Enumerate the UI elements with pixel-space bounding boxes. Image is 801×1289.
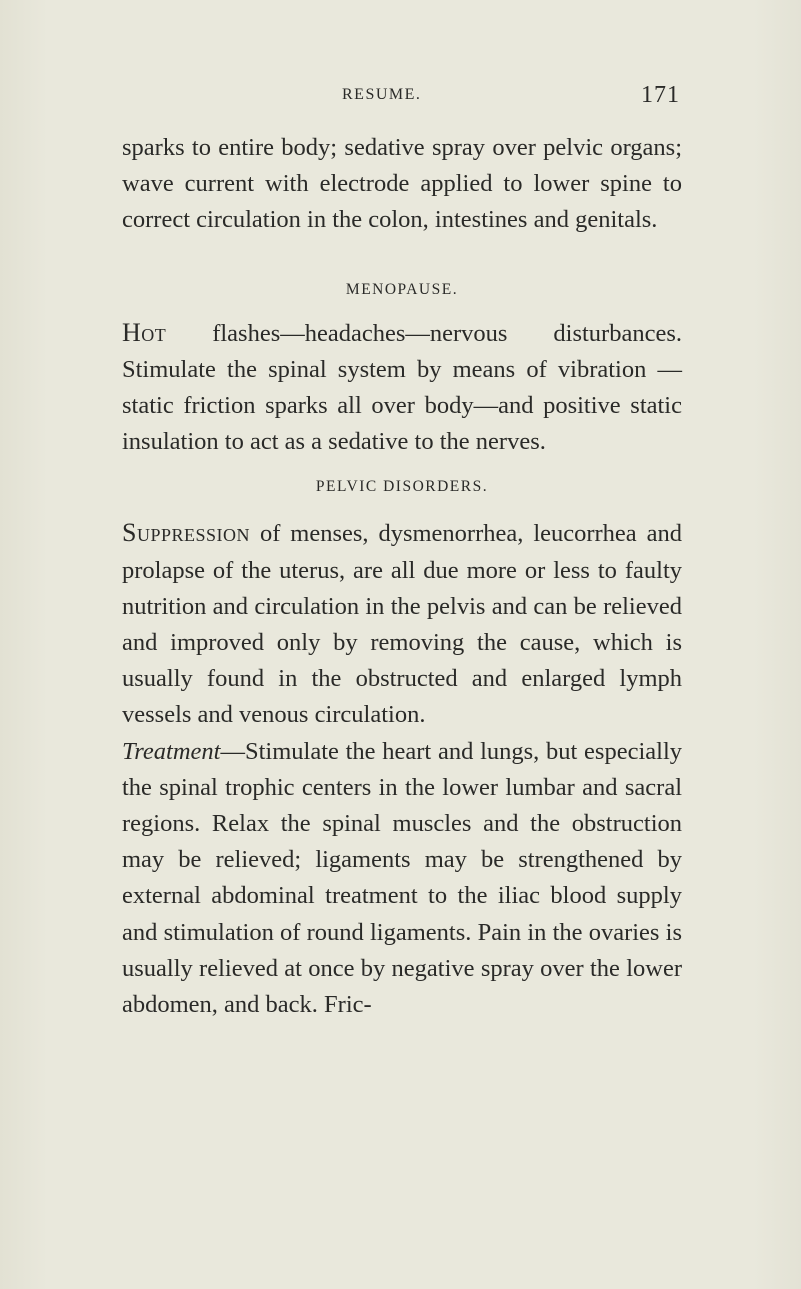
section-heading-menopause: MENOPAUSE. [345, 280, 459, 298]
paragraph-body: of menses, dysmenorrhea, leucorrhea and prolapse of the uterus, are all due more or less to faulty nutrition and circulation in the pelvis and can be relieved and improved only by removing the cause, which is usually found in the obstructed and enlarged lymph vessels and venous circulation. [122, 520, 682, 729]
paragraph-body: flashes—headaches—nervous disturbances. Stimulate the spinal system by means of vibration —static friction sparks all over body—and positive static insulation to act as a sedative to the nerves. [122, 319, 682, 456]
paragraph-lead-word: Hot [122, 317, 167, 347]
running-head: RESUME. [342, 86, 422, 103]
body-text [122, 130, 682, 1023]
paragraph-continuation: sparks to entire body; sedative spray over pelvic organs; wave current with electrode applied to lower spine to correct circulation in the colon, intestines and genitals. [122, 134, 682, 234]
section-heading-pelvic-disorders: PELVIC DISORDERS. [315, 478, 489, 496]
treatment-label: Treatment [122, 737, 221, 765]
page-header [120, 84, 680, 112]
paragraph-body: —Stimulate the heart and lungs, but especially the spinal trophic centers in the lower lumbar and sacral regions. Relax the spinal muscles and the obstruction may be relieved; ligaments may be strengthened by external abdominal treatment to the iliac blood supply and stimulation of round ligaments. Pain in the ovaries is usually relieved at once by negative spray over the lower abdomen, and back. Fric- [122, 737, 682, 1019]
page-number: 171 [641, 82, 680, 108]
paragraph-pelvic [122, 515, 682, 733]
paragraph-lead-word: Suppression [122, 518, 250, 548]
paragraph-treatment [122, 734, 682, 1024]
paragraph-menopause [122, 315, 682, 461]
